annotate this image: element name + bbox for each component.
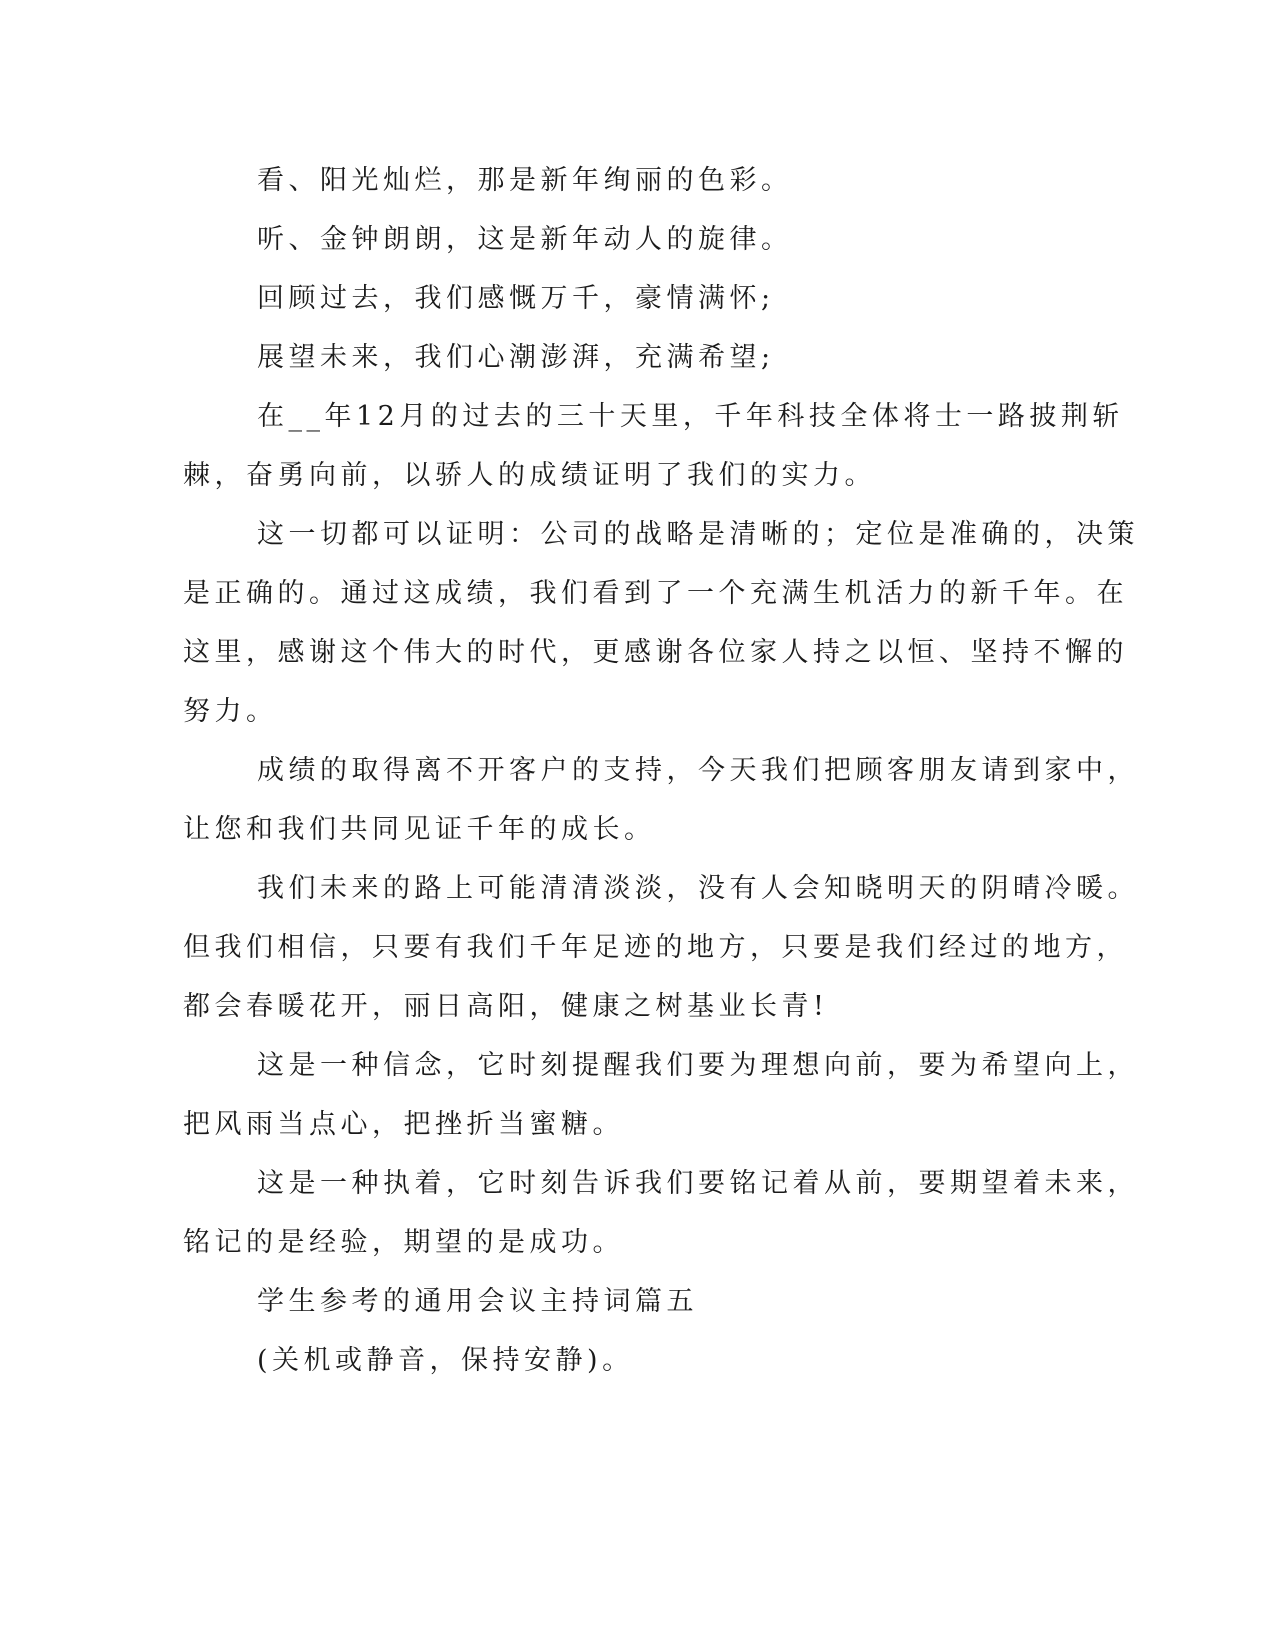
section-heading: 学生参考的通用会议主持词篇五 <box>257 1286 698 1317</box>
paragraph-line: 铭记的是经验，期望的是成功。 <box>183 1227 624 1258</box>
paragraph-line: 回顾过去，我们感慨万千，豪情满怀; <box>257 283 775 314</box>
paragraph-line: 这里，感谢这个伟大的时代，更感谢各位家人持之以恒、坚持不懈的 <box>183 637 1128 668</box>
paragraph-line: 努力。 <box>183 696 278 727</box>
paragraph-line: 让您和我们共同见证千年的成长。 <box>183 814 656 845</box>
paragraph-line: 成绩的取得离不开客户的支持，今天我们把顾客朋友请到家中， <box>257 755 1139 786</box>
paragraph-line: 都会春暖花开，丽日高阳，健康之树基业长青! <box>183 991 829 1022</box>
paragraph-line: 听、金钟朗朗，这是新年动人的旋律。 <box>257 224 793 255</box>
paragraph-line: 这一切都可以证明：公司的战略是清晰的；定位是准确的，决策 <box>257 519 1139 550</box>
paragraph-line: 棘，奋勇向前，以骄人的成绩证明了我们的实力。 <box>183 460 876 491</box>
paragraph-line: 我们未来的路上可能清清淡淡，没有人会知晓明天的阴晴冷暖。 <box>257 873 1139 904</box>
paragraph-line: 把风雨当点心，把挫折当蜜糖。 <box>183 1109 624 1140</box>
paragraph-line: 但我们相信，只要有我们千年足迹的地方，只要是我们经过的地方， <box>183 932 1128 963</box>
paragraph-line: 这是一种执着，它时刻告诉我们要铭记着从前，要期望着未来， <box>257 1168 1139 1199</box>
paragraph-line: 展望未来，我们心潮澎湃，充满希望; <box>257 342 775 373</box>
paragraph-line: 看、阳光灿烂，那是新年绚丽的色彩。 <box>257 165 793 196</box>
paragraph-line: 是正确的。通过这成绩，我们看到了一个充满生机活力的新千年。在 <box>183 578 1128 609</box>
paragraph-line: 在__年12月的过去的三十天里，千年科技全体将士一路披荆斩 <box>257 401 1124 432</box>
paragraph-line: (关机或静音，保持安静)。 <box>257 1345 634 1376</box>
paragraph-line: 这是一种信念，它时刻提醒我们要为理想向前，要为希望向上， <box>257 1050 1139 1081</box>
